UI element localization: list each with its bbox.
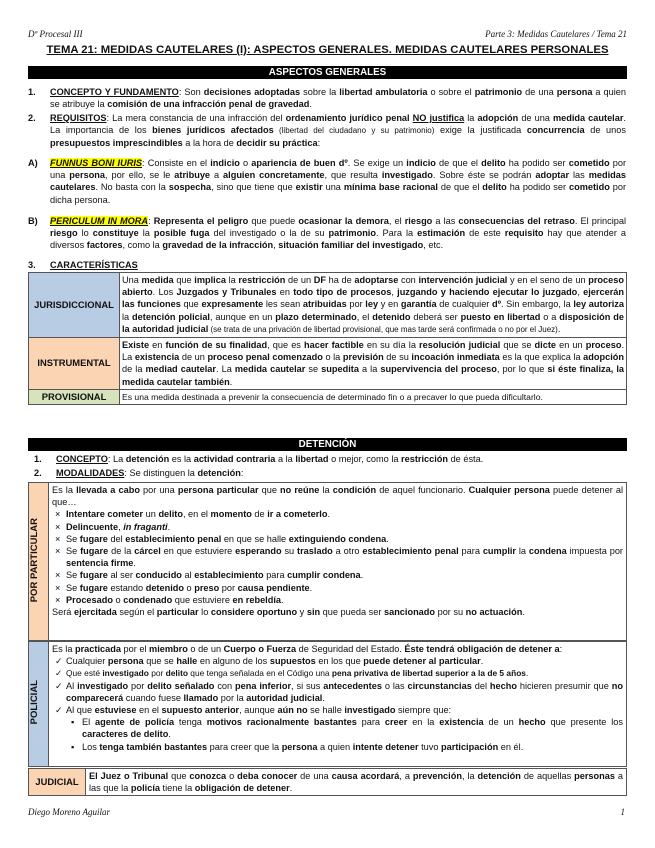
judicial-label: JUDICIAL — [29, 769, 86, 796]
policial-sublist — [52, 716, 623, 753]
list-item: × Delincuente, in fraganti. — [55, 521, 171, 532]
square-bullet-icon: ▪ — [71, 741, 75, 752]
cross-icon: × — [55, 546, 61, 557]
checkmark-icon: ✓ — [55, 680, 63, 691]
item-text: CONCEPTO: La detención es la actividad contraria a la libertad o mejor, como la restricción de ésta. — [56, 454, 484, 464]
policial-body — [49, 642, 627, 767]
particular-body — [49, 483, 627, 641]
item-number: 3. — [28, 260, 36, 270]
particular-label: POR PARTICULAR — [29, 483, 49, 641]
table-row — [29, 273, 627, 338]
checkmark-icon: ✓ — [55, 668, 63, 679]
judicial-table — [28, 768, 627, 796]
item-text: REQUISITOS: La mera constancia de una infracción del ordenamiento jurídico penal NO justifica la adopción de una medida cautelar. La importancia de los bienes jurídicos afectados (libertad del ciudadano y su patrimonio) exige la justificada concurrencia de unos presupuestos imprescindibles a la hora de decidir su práctica: — [50, 113, 626, 149]
list-item: × Procesado o condenado que estuviere en rebeldía. — [55, 594, 284, 605]
particular-table — [28, 482, 627, 641]
table-row — [29, 338, 627, 390]
requisite-letter: A) — [28, 158, 38, 168]
requisite-funnus — [28, 157, 626, 206]
policial-intro: Es la practicada por el miembro o de un Cuerpo o Fuerza de Seguridad del Estado. Éste tendrá obligación de detener a: — [52, 644, 563, 654]
jurisdiccional-label: JURISDICCIONAL — [29, 273, 120, 338]
list-item: × Se fugare estando detenido o preso por causa pendiente. — [55, 582, 313, 593]
table-row — [29, 769, 627, 796]
table-row — [29, 642, 627, 767]
list-item: ▪ Los tenga también bastantes para creer que la persona a quien intente detener tuvo participación en él. — [71, 741, 524, 752]
cross-icon: × — [55, 582, 61, 593]
header-right: Parte 3: Medidas Cautelares / Tema 21 — [485, 29, 627, 39]
square-bullet-icon: ▪ — [71, 717, 75, 728]
requisite-text: PERICULUM IN MORA: Representa el peligro que puede ocasionar la demora, el riesgo a las consecuencias del retraso. El principal riesgo lo constituye la posible fuga del investigado o la de su patrimonio. Para la estimación de este requisito hay que atender a diversos factores, como la gravedad de la infracción, situación familiar del investigado, etc. — [50, 216, 627, 251]
jurisdiccional-text: Una medida que implica la restricción de un DF ha de adoptarse con intervención judicial y en el seno de un proceso abierto. Los Juzgados y Tribunales en todo tipo de procesos, juzgando y haciendo ejecutar lo juzgado, ejercerán las funciones que expresamente les sean atribuidas por ley y en garantía de cualquier dº. Sin embargo, la ley autoriza la detención policial, aunque en un plazo determinado, el detenido deberá ser puesto en libertad o a disposición de la autoridad judicial (se trata de una privación de libertad provisional, que mas tarde será confirmada o no por el Juez). — [120, 273, 627, 338]
list-item: × Se fugare de la cárcel en que estuviere esperando su traslado a otro establecimiento penal para cumplir la condena impuesta por sentencia firme. — [55, 546, 623, 569]
item-text: CONCEPTO Y FUNDAMENTO: Son decisiones adoptadas sobre la libertad ambulatoria o sobre el patrimonio de una persona a quien se atribuye la comisión de una infracción penal de gravedad. — [50, 87, 627, 110]
list-item: ✓ Al que estuviese en el supuesto anterior, aunque aún no se halle investigado siempre que: — [55, 705, 452, 716]
list-item: ✓ Cualquier persona que se halle en alguno de los supuestos en los que puede detener al particular. — [55, 656, 484, 667]
item-requisitos — [28, 112, 626, 150]
list-item: × Se fugare al ser conducido al establecimiento para cumplir condena. — [55, 570, 364, 581]
checkmark-icon: ✓ — [55, 656, 63, 667]
table-row — [29, 483, 627, 641]
provisional-text: Es una medida destinada a prevenir la consecuencia de determinado fin o a precaver lo que pueda dificultarlo. — [120, 389, 627, 404]
item-text: CARACTERÍSTICAS — [50, 260, 138, 270]
cross-icon: × — [55, 533, 61, 544]
item-number: 2. — [34, 468, 42, 478]
item-concepto — [28, 86, 626, 110]
cross-icon: × — [55, 570, 61, 581]
particular-list — [52, 508, 623, 606]
section-bar-detencion: DETENCIÓN — [28, 438, 627, 451]
item-number: 2. — [28, 113, 36, 123]
detencion-concepto — [34, 453, 626, 465]
requisite-periculum — [28, 215, 626, 252]
detencion-modalidades — [34, 467, 626, 479]
policial-list — [52, 655, 623, 716]
item-number: 1. — [28, 87, 36, 97]
list-item: × Intentare cometer un delito, en el momento de ir a cometerlo. — [55, 509, 331, 520]
judicial-text: El Juez o Tribunal que conozca o deba conocer de una causa acordará, a prevención, la detención de aquellas personas a las que la policía tiene la obligación de detener. — [86, 769, 627, 796]
list-item: × Se fugare del establecimiento penal en que se halle extinguiendo condena. — [55, 533, 389, 544]
requisite-letter: B) — [28, 216, 38, 226]
list-item: ▪ El agente de policía tenga motivos racionalmente bastantes para creer en la existencia de un hecho que presente los caracteres de delito. — [71, 717, 623, 740]
cross-icon: × — [55, 521, 61, 532]
footer-author: Diego Moreno Aguilar — [28, 807, 110, 817]
checkmark-icon: ✓ — [55, 705, 63, 716]
particular-closing: Será ejercitada según el particular lo considere oportuno y sin que pueda ser sancionado por su no actuación. — [52, 607, 525, 618]
page-title: TEMA 21: MEDIDAS CAUTELARES (I): ASPECTOS GENERALES. MEDIDAS CAUTELARES PERSONALES — [46, 44, 609, 56]
cross-icon: × — [55, 509, 61, 520]
characteristics-table — [28, 272, 627, 405]
particular-intro: Es la llevada a cabo por una persona particular que no reúne la condición de aquel funcionario. Cualquier persona puede detener al que… — [52, 485, 623, 508]
requisite-text: FUNNUS BONI IURIS: Consiste en el indicio o apariencia de buen dº. Se exige un indicio de que el delito ha podido ser cometido por una persona, por ello, se le atribuye a alguien concretamente, que resulta investigado. Sobre éste se podrán adoptar las medidas cautelares. No basta con la sospecha, sino que tiene que existir una mínima base racional de que el delito ha podido ser cometido por dicha persona. — [50, 158, 627, 205]
instrumental-label: INSTRUMENTAL — [29, 338, 120, 390]
instrumental-text: Existe en función de su finalidad, que es hacer factible en su día la resolución judicial que se dicte en un proceso. La existencia de un proceso penal comenzado o la previsión de su incoación inmediata es la que explica la adopción de la mediad cautelar. La medida cautelar se supedita a la supervivencia del proceso, por lo que si éste finaliza, la medida cautelar también. — [120, 338, 627, 390]
provisional-label: PROVISIONAL — [29, 389, 120, 404]
header-left: Dº Procesal III — [28, 29, 83, 39]
section-bar-aspectos: ASPECTOS GENERALES — [28, 66, 627, 79]
item-number: 1. — [34, 454, 42, 464]
policial-label: POLICIAL — [29, 642, 49, 767]
table-row — [29, 389, 627, 404]
page-number: 1 — [620, 807, 625, 817]
cross-icon: × — [55, 594, 61, 605]
policial-table — [28, 641, 627, 767]
item-text: MODALIDADES: Se distinguen la detención: — [56, 468, 244, 478]
item-caracteristicas — [28, 259, 626, 271]
list-item: ✓ Al investigado por delito señalado con pena inferior, si sus antecedentes o las circunstancias del hecho hicieren presumir que no comparecerá cuando fuese llamado por la autoridad judicial. — [55, 680, 623, 703]
list-item: ✓ Que esté investigado por delito que tenga señalada en el Código una pena privativa de libertad superior a la de 5 años. — [55, 668, 529, 679]
